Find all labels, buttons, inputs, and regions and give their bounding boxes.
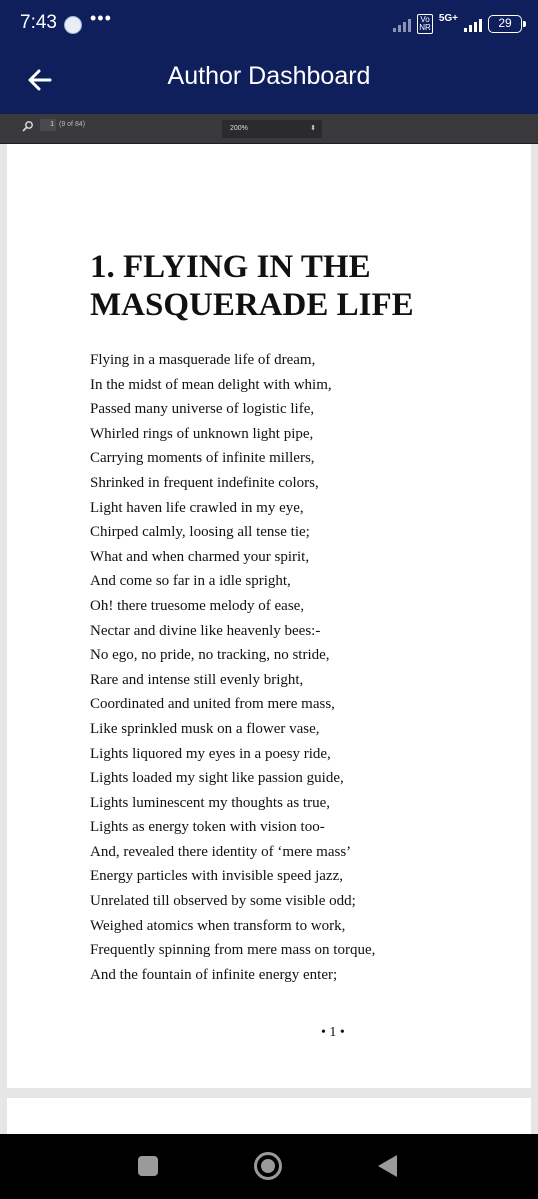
- poem-line: In the midst of mean delight with whim,: [90, 376, 332, 393]
- poem-title: 1. FLYING IN THE MASQUERADE LIFE: [90, 249, 414, 323]
- signal-sim2-icon: [464, 16, 482, 32]
- poem-line: Energy particles with invisible speed jazz,: [90, 868, 343, 885]
- page-number: • 1 •: [321, 1025, 345, 1040]
- poem-line: Lights as energy token with vision too-: [90, 819, 325, 836]
- status-indicators: [393, 12, 522, 36]
- poem-line: Coordinated and united from mere mass,: [90, 696, 335, 713]
- poem-line: Flying in a masquerade life of dream,: [90, 352, 316, 368]
- poem-body: [90, 348, 510, 987]
- notification-app-icon: [64, 16, 82, 34]
- poem-line: And the fountain of infinite energy enter;: [90, 966, 338, 983]
- poem-line: Lights luminescent my thoughts as true,: [90, 794, 330, 811]
- battery-icon: 29: [488, 15, 522, 33]
- home-circle-icon[interactable]: [254, 1152, 282, 1180]
- page-number-input[interactable]: 1: [40, 119, 56, 131]
- poem-line: Unrelated till observed by some visible odd;: [90, 893, 356, 910]
- pdf-toolbar: [0, 114, 538, 144]
- volte-icon: Vo NR: [419, 15, 431, 32]
- poem-line: Whirled rings of unknown light pipe,: [90, 425, 314, 442]
- poem-line: Carrying moments of infinite millers,: [90, 450, 315, 467]
- app-header: [0, 48, 538, 114]
- recents-square-icon[interactable]: [138, 1156, 158, 1176]
- zoom-value: 200%: [230, 125, 248, 132]
- poem-line: And, revealed there identity of ‘mere mass’: [90, 843, 352, 860]
- page-title: Author Dashboard: [167, 62, 371, 90]
- chevron-updown-icon: ⬍: [310, 125, 316, 132]
- poem-line: Light haven life crawled in my eye,: [90, 499, 304, 516]
- more-notifications-icon: •••: [90, 8, 112, 28]
- poem-line: Like sprinkled musk on a flower vase,: [90, 720, 320, 737]
- poem-line: Weighed atomics when transform to work,: [90, 917, 346, 934]
- poem-line: Lights loaded my sight like passion guide,: [90, 770, 344, 787]
- poem-line: Nectar and divine like heavenly bees:-: [90, 622, 321, 639]
- pdf-next-page: [7, 1098, 531, 1134]
- poem-line: Rare and intense still evenly bright,: [90, 671, 304, 688]
- poem-line: Chirped calmly, loosing all tense tie;: [90, 524, 310, 541]
- poem-line: Shrinked in frequent indefinite colors,: [90, 474, 319, 491]
- back-triangle-icon[interactable]: [378, 1155, 397, 1177]
- zoom-select[interactable]: [222, 120, 322, 138]
- poem-line: Lights liquored my eyes in a poesy ride,: [90, 745, 331, 762]
- search-icon[interactable]: [22, 120, 34, 132]
- poem-line: Frequently spinning from mere mass on torque,: [90, 942, 376, 959]
- network-type-label: 5G+: [438, 13, 458, 24]
- poem-line: Passed many universe of logistic life,: [90, 401, 315, 418]
- status-time: 7:43: [20, 12, 57, 33]
- poem-line: No ego, no pride, no tracking, no stride,: [90, 647, 330, 664]
- pdf-page: [7, 144, 531, 1088]
- system-nav-bar: [0, 1134, 538, 1199]
- poem-line: Oh! there truesome melody of ease,: [90, 597, 305, 614]
- poem-line: And come so far in a idle spright,: [90, 573, 291, 590]
- poem-line: What and when charmed your spirit,: [90, 548, 310, 565]
- status-bar: [0, 0, 538, 48]
- page-count-label: (9 of 84): [59, 121, 86, 128]
- pdf-viewer[interactable]: [0, 144, 538, 1134]
- signal-sim1-icon: [393, 16, 411, 32]
